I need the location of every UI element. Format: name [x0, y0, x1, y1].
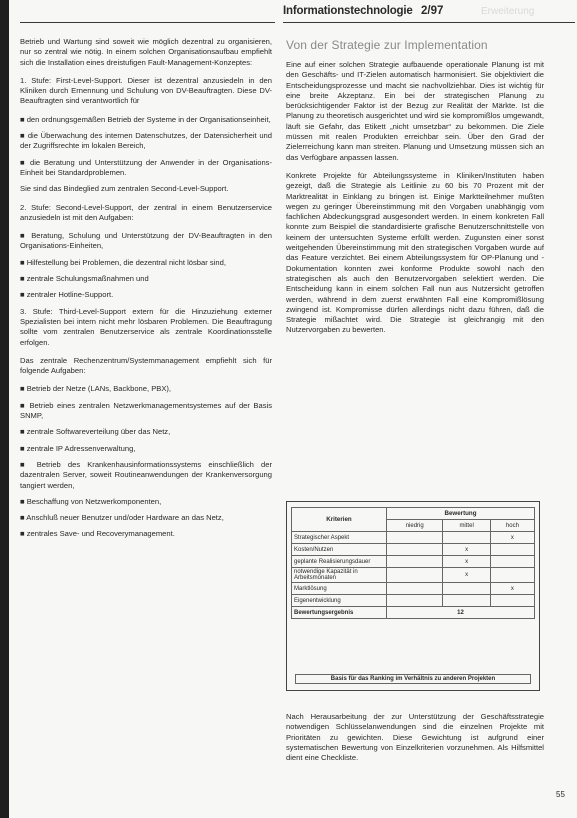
rating-mark	[443, 583, 490, 595]
paragraph: 3. Stufe: Third-Level-Support extern für die Hinzuziehung externer Spezialisten bei intern nicht mehr lösbaren Problemen. Die Beauftragung sollte vom zentralen Benutzerservice als zentrale Koordinationsstelle erfolgen.	[20, 306, 272, 347]
list-item: ■ zentrale IP Adressenverwaltung,	[20, 443, 136, 453]
table	[291, 507, 535, 619]
rating-mark	[443, 595, 490, 607]
right-column	[286, 60, 544, 344]
criterion-label: geplante Realisierungsdauer	[292, 556, 387, 568]
rating-mark	[490, 595, 534, 607]
paragraph: Betrieb und Wartung sind soweit wie möglich dezentral zu organisieren, nur so zentral wie nötig. In einem solchen Organisationsaufbau empfiehlt sich die Installation eines dreistufigen Fault-Management-Konzeptes:	[20, 37, 272, 67]
level-label: niedrig	[387, 520, 443, 532]
left-column	[20, 37, 272, 546]
list-item: ■ Hilfestellung bei Problemen, die dezentral nicht lösbar sind,	[20, 257, 226, 267]
rating-mark	[387, 556, 443, 568]
criterion-label: Strategischer Aspekt	[292, 532, 387, 544]
table-header-rating: Bewertung	[387, 508, 535, 520]
list-item: ■ die Überwachung des internen Datenschutzes, der Datensicherheit und der Zugriffsrechte im lokalen Bereich,	[20, 131, 272, 151]
rating-mark: x	[443, 556, 490, 568]
rating-mark	[387, 544, 443, 556]
list-item: ■ Beratung, Schulung und Unterstützung der DV-Beauftragten in den Organisations-Einheiten,	[20, 231, 272, 251]
criterion-label: notwendige Kapazität in Arbeitsmonaten	[292, 568, 387, 583]
page-spine	[0, 0, 9, 818]
paragraph: 2. Stufe: Second-Level-Support, der zentral in einem Benutzerservice anzusiedeln ist mit den Aufgaben:	[20, 202, 272, 222]
header-rule-left	[20, 22, 275, 23]
level-label: hoch	[490, 520, 534, 532]
list-item: ■ Beschaffung von Netzwerkomponenten,	[20, 496, 162, 506]
rating-mark	[387, 583, 443, 595]
result-value: 12	[387, 607, 535, 619]
rating-mark	[490, 556, 534, 568]
criterion-label: Kosten/Nutzen	[292, 544, 387, 556]
rating-mark	[443, 532, 490, 544]
watermark-text: Erweiterung	[481, 6, 535, 17]
paragraph: Konkrete Projekte für Abteilungssysteme in Kliniken/Instituten haben gezeigt, daß die Strategie als Leitlinie zu 60 bis 70 Prozent mit der Marktrealität in Einklang zu bringen ist. Einige Marktteilnehmer mußten wegen zu geringer Übereinstimmung mit den Vorgaben unabhängig vom fachlichen Abdeckungsgrad ausgesondert werden. In einem konkreten Fall konnte zum Beispiel die standardisierte grafische Benutzerschnittstelle von keinem der untersuchten Systeme erfüllt werden. Zugunsten einer sonst weitgehenden Übereinstimmung mit den strategischen Vorgaben wurde auf das Feature verzichtet. Bei einem Abteilungssystem für OP-Planung und -Dokumentation konnten zwei konforme Produkte sowohl nach den strategischen als auch den Benutzervorgaben selektiert werden. Die Entscheidung kann in einem solchen Fall nun aus Nutzersicht getroffen werden, während in dem zuerst erwähnten Fall eine Kompromißlösung zwingend ist. Kompromisse dürfen allerdings nicht dazu führen, daß die Strategie mißachtet wird. Die Strategie ist gleichrangig mit den Nutzervorgaben zu bewerten.	[286, 170, 544, 335]
list-item: ■ Betrieb des Krankenhausinformationssystems einschließlich der dazentralen Server, soweit Routineanwendungen der Krankenversorgung tangiert werden,	[20, 459, 272, 490]
list-item: ■ Anschluß neuer Benutzer und/oder Hardware an das Netz,	[20, 513, 224, 523]
article-heading: Von der Strategie zur Implementation	[286, 38, 488, 52]
result-label: Bewertungsergebnis	[292, 607, 387, 619]
list-item: ■ zentrales Save- und Recoverymanagement.	[20, 529, 175, 539]
rating-mark	[490, 544, 534, 556]
table-row	[292, 556, 535, 568]
table-result-row	[292, 607, 535, 619]
table-header-row	[292, 508, 535, 520]
page-header	[283, 5, 573, 21]
rating-mark	[387, 568, 443, 583]
list-item: ■ zentraler Hotline-Support.	[20, 290, 114, 300]
criterion-label: Marktlösung	[292, 583, 387, 595]
paragraph: Das zentrale Rechenzentrum/Systemmanagement empfiehlt sich für folgende Aufgaben:	[20, 355, 272, 376]
evaluation-table	[286, 501, 540, 691]
rating-mark: x	[490, 532, 534, 544]
list-item: ■ zentrale Schulungsmaßnahmen und	[20, 274, 149, 284]
table-row	[292, 544, 535, 556]
closing-paragraph: Nach Herausarbeitung der zur Unterstützung der Geschäftsstrategie notwendigen Schlüsselanwendungen sind die einzelnen Projekte mit Prioritäten zu gewichten. Diese Gewichtung ist aufgrund einer systematischen Bewertung von Einzelkriterien vorzunehmen. Als Hilfsmittel dient eine Checkliste.	[286, 712, 544, 763]
rating-mark	[387, 532, 443, 544]
rating-mark	[387, 595, 443, 607]
section-title: Informationstechnologie	[283, 5, 413, 17]
paragraph: 1. Stufe: First-Level-Support. Dieser ist dezentral anzusiedeln in den Kliniken durch Ernennung und Schulung von DV-Beauftragten. Diese DV-Beauftragten sind verantwortlich für	[20, 75, 272, 106]
level-label: mittel	[443, 520, 490, 532]
table-row	[292, 532, 535, 544]
table-footer: Basis für das Ranking im Verhältnis zu anderen Projekten	[295, 674, 531, 684]
page-number: 55	[556, 790, 565, 799]
list-item: ■ Betrieb eines zentralen Netzwerkmanagementsystemes auf der Basis SNMP,	[20, 400, 272, 421]
list-item: ■ die Beratung und Unterstützung der Anwender in der Organisations-Einheit bei Standardproblemen.	[20, 157, 272, 177]
list-item: ■ den ordnungsgemäßen Betrieb der Systeme in der Organisationseinheit,	[20, 114, 271, 124]
table-row	[292, 583, 535, 595]
rating-mark	[490, 568, 534, 583]
paragraph: Eine auf einer solchen Strategie aufbauende operationale Planung ist mit den Geschäfts- und IT-Zielen automatisch harmonisiert. Sie objektiviert die Entscheidungsprozesse und macht sie nachvollziehbar. Dies ist wichtig für eine breite Akzeptanz. Ein bei der strategischen Planung zu berücksichtigender Faktor ist der Bezug zur Realität der Märkte. Ist die Planung zu theoretisch ausgerichtet und wird sie kompromißlos umgewandt, läuft sie Gefahr, das Etikett „nicht umsetzbar“ zu bekommen. Die Ziele müssen mit realen Produkten erreichbar sein. Über den Grad der Zielerreichung kann man streiten. Planung und Umsetzung müssen sich an das Verfügbare anpassen lassen.	[286, 60, 544, 162]
paragraph: Sie sind das Bindeglied zum zentralen Second-Level-Support.	[20, 184, 229, 194]
rating-mark: x	[443, 544, 490, 556]
rating-mark: x	[490, 583, 534, 595]
list-item: ■ Betrieb der Netze (LANs, Backbone, PBX),	[20, 384, 172, 394]
issue-number: 2/97	[421, 5, 444, 17]
list-item: ■ zentrale Softwareverteilung über das Netz,	[20, 427, 171, 437]
table-row	[292, 595, 535, 607]
table-header-criteria: Kriterien	[292, 508, 387, 532]
table-row	[292, 568, 535, 583]
criterion-label: Eigenentwicklung	[292, 595, 387, 607]
header-rule-right	[283, 22, 575, 23]
rating-mark: x	[443, 568, 490, 583]
